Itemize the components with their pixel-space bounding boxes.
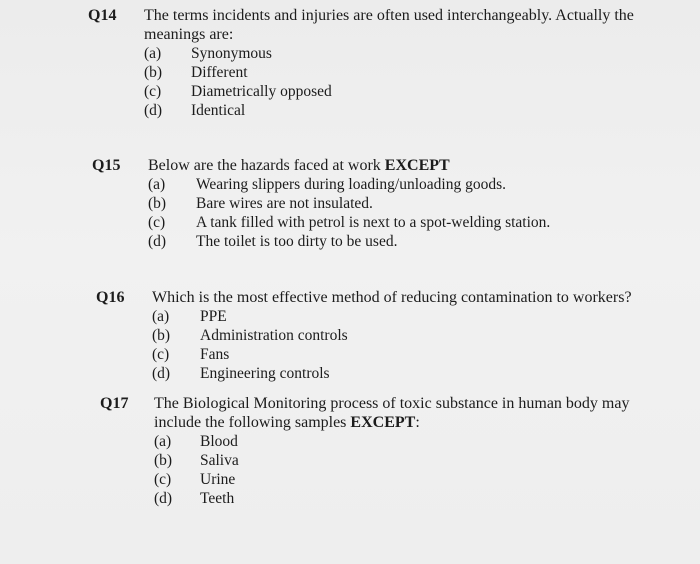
question-stem (148, 156, 648, 175)
question-body (148, 156, 648, 251)
option-text: Administration controls (200, 327, 348, 344)
option-text: Wearing slippers during loading/unloading goods. (196, 176, 506, 193)
option-a[interactable] (148, 175, 648, 194)
option-b[interactable] (154, 451, 674, 470)
stem-emphasis: EXCEPT (350, 414, 416, 431)
option-text: Saliva (200, 452, 239, 469)
question-body (152, 288, 652, 383)
option-letter: (a) (152, 308, 170, 325)
option-b[interactable] (144, 63, 684, 82)
option-letter: (b) (144, 64, 163, 81)
option-letter: (d) (144, 102, 163, 119)
option-a[interactable] (154, 432, 674, 451)
question-body (144, 6, 684, 120)
option-c[interactable] (152, 345, 652, 364)
stem-text: The Biological Monitoring process of toxic substance in human body may include the following samples (154, 395, 630, 431)
option-a[interactable] (144, 44, 684, 63)
option-a[interactable] (152, 307, 652, 326)
option-d[interactable] (148, 232, 648, 251)
option-text: The toilet is too dirty to be used. (196, 233, 398, 250)
question-number: Q17 (100, 395, 129, 412)
option-d[interactable] (154, 489, 674, 508)
option-letter: (c) (148, 214, 166, 231)
option-b[interactable] (152, 326, 652, 345)
stem-emphasis: EXCEPT (384, 157, 450, 174)
option-text: Bare wires are not insulated. (196, 195, 373, 212)
option-letter: (a) (144, 45, 162, 62)
option-text: Teeth (200, 490, 235, 507)
stem-text: Below are the hazards faced at work (148, 157, 385, 174)
option-letter: (d) (154, 490, 173, 507)
question-stem (154, 394, 674, 432)
option-letter: (c) (144, 83, 162, 100)
option-letter: (b) (148, 195, 167, 212)
option-text: Diametrically opposed (191, 83, 332, 100)
question-number: Q16 (96, 289, 125, 306)
option-c[interactable] (154, 470, 674, 489)
question-body (154, 394, 674, 508)
option-d[interactable] (144, 101, 684, 120)
option-letter: (b) (154, 452, 173, 469)
option-d[interactable] (152, 364, 652, 383)
option-text: Different (191, 64, 248, 81)
option-text: Fans (200, 346, 230, 363)
option-letter: (c) (154, 471, 172, 488)
option-letter: (b) (152, 327, 171, 344)
option-c[interactable] (148, 213, 648, 232)
question-number: Q14 (88, 7, 117, 24)
option-text: Blood (200, 433, 238, 450)
question-stem: Which is the most effective method of reducing contamination to workers? (152, 289, 632, 306)
option-text: Synonymous (191, 45, 272, 62)
option-letter: (d) (152, 365, 171, 382)
option-text: PPE (200, 308, 227, 325)
option-letter: (a) (154, 433, 172, 450)
option-letter: (a) (148, 176, 166, 193)
question-stem: The terms incidents and injuries are often used interchangeably. Actually the meanings are: (144, 7, 634, 43)
option-text: A tank filled with petrol is next to a spot-welding station. (196, 214, 551, 231)
stem-end: : (415, 414, 420, 431)
option-c[interactable] (144, 82, 684, 101)
question-number: Q15 (92, 157, 121, 174)
option-text: Engineering controls (200, 365, 330, 382)
option-letter: (d) (148, 233, 167, 250)
option-text: Identical (191, 102, 246, 119)
option-b[interactable] (148, 194, 648, 213)
option-letter: (c) (152, 346, 170, 363)
option-text: Urine (200, 471, 236, 488)
